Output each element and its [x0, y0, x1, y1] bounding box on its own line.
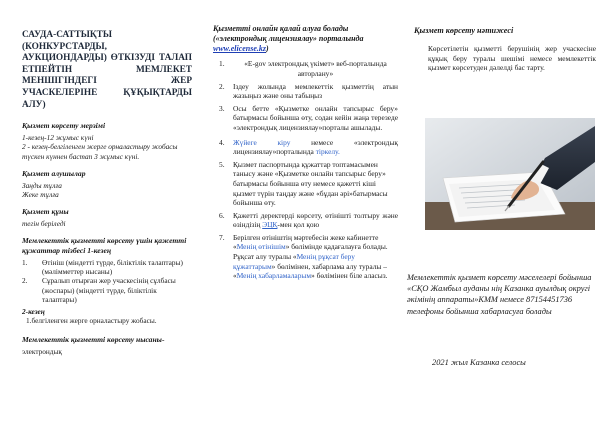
elicense-link[interactable]: www.elicense.kz: [213, 43, 267, 53]
step-item: 1. «E-gov электрондық үкімет» веб-порталында авторлану»: [219, 59, 387, 78]
online-heading: Қызметті онлайн қалай алуға болады («электрондық лицензиялау» порталында www.elicense.kz): [213, 24, 364, 53]
eds-link[interactable]: ЭЦҚ: [262, 220, 278, 230]
step-item: 6. Қажетті деректерді көрсету, өтінішті толтыру және өзіндізің ЭЦҚ-мен қол қою: [219, 210, 398, 230]
step-item: 5. Қызмет паспортында құжаттар топтамасымен танысу және «Қызметке онлайн тапсырыс беру» батырмасы бойынша өту немесе қажетті кіші қызмет түрін таңдау және «бұдан әрі»батырмасы бойынша өту.: [219, 159, 388, 208]
term-line-2: 2 - кезең-белгіленген жерге орналастыру жобасы түскен күннен бастап 3 жұмыс күні.: [22, 142, 178, 161]
document-item: 1. Өтініш (міндетті түрде, біліктілік талаптары) (мәлімметтер нысаны): [22, 257, 183, 276]
login-link[interactable]: Жүйеге кіру: [233, 137, 291, 147]
my-permits-link[interactable]: Менің рұқсат беру құжаттарым: [233, 252, 355, 271]
recipient-heading: Қызмет алушылар: [22, 168, 86, 178]
stage2-label: 2-кезең: [22, 306, 45, 316]
cost-heading: Қызмет құны: [22, 207, 69, 217]
document-item: 2. Сұралып отырған жер учаскесінің сұлбасы (жоспары) (міндетті түрде, біліктілік талаптары): [22, 276, 176, 305]
recipient-line-2: Жеке тұлға: [22, 189, 59, 199]
step-item: 3. Осы бетте «Қызметке онлайн тапсырыс беру» батырмасы бойынша өту, содан кейін жаңа терезеде «электрондық лицензиялау»порталы ашылады.: [219, 103, 398, 132]
service-title: САУДА-САТТЫҚТЫ (КОНКУРСТАРДЫ, АУКЦИОНДАРДЫ) ӨТКІЗУДІ ТАЛАП ЕТПЕЙТІН МЕМЛЕКЕТ МЕНШІГІНДЕГІ ЖЕР УЧАСКЕЛЕРІНЕ ҚҰҚЫҚТАРДЫ АЛУ): [22, 30, 192, 110]
term-heading: Қызмет көрсету мерзімі: [22, 121, 106, 131]
term-line-1: 1-кезең-12 жұмыс күні: [22, 132, 94, 142]
step-item: 7. Берілген өтініштің мәртебесін жеке кабинетте «Менің өтінішім» бөлімінде қадағалауға болады. Рұқсат алу туралы «Менің рұқсат беру құжаттарым» бөлімінен, хабарлама алу туралы – «Менің хабарламаларым» бөлімінен біле аласыз.: [219, 232, 388, 281]
contact-info: Мемлекеттік қызмет көрсету мәселелері бойынша «СҚО Жамбыл ауданы нің Казанка ауылдық округі әкімінің аппараты»КММ немесе 87154451736 телефоны бойынша хабарласуға болады: [407, 273, 592, 316]
cost-line: тегін беріледі: [22, 218, 66, 228]
left-column: [0, 0, 200, 424]
result-heading: Қызмет көрсету нәтижесі: [414, 26, 514, 35]
step-item: 2. Іздеу жолында мемлекеттік қызметтің атын жазыңыз және оны табыңыз: [219, 81, 398, 101]
year-location: 2021 жыл Казанка селосы: [432, 358, 526, 367]
my-applications-link[interactable]: Менің өтінішім: [236, 242, 286, 252]
register-link[interactable]: тіркелу.: [315, 147, 340, 157]
middle-column: [213, 0, 398, 424]
signing-document-photo: [425, 118, 595, 230]
document-item: 1 .белгіленген жерге орналастыру жобасы.: [26, 316, 157, 325]
result-text: Көрсетілетін қызметті берушінің жер учаскесіне құқық беру туралы шешімі немесе мемлекеттік қызмет көрсетуден дәлелді бас тарту.: [428, 44, 596, 73]
form-heading: Мемлекеттік қызметті көрсету нысаны-: [22, 335, 165, 345]
my-notifications-link[interactable]: Менің хабарламаларым: [236, 271, 312, 281]
documents-heading: Мемлекеттік қызметті көрсету үшін қажетті құжаттар тізбесі 1-кезең: [22, 236, 187, 255]
step-item: 4. Жүйеге кіру немесе «электрондық лицензиялау»порталында тіркелу.: [219, 137, 398, 157]
form-line: электрондық: [22, 347, 62, 356]
recipient-line-1: Заңды тұлға: [22, 180, 62, 190]
